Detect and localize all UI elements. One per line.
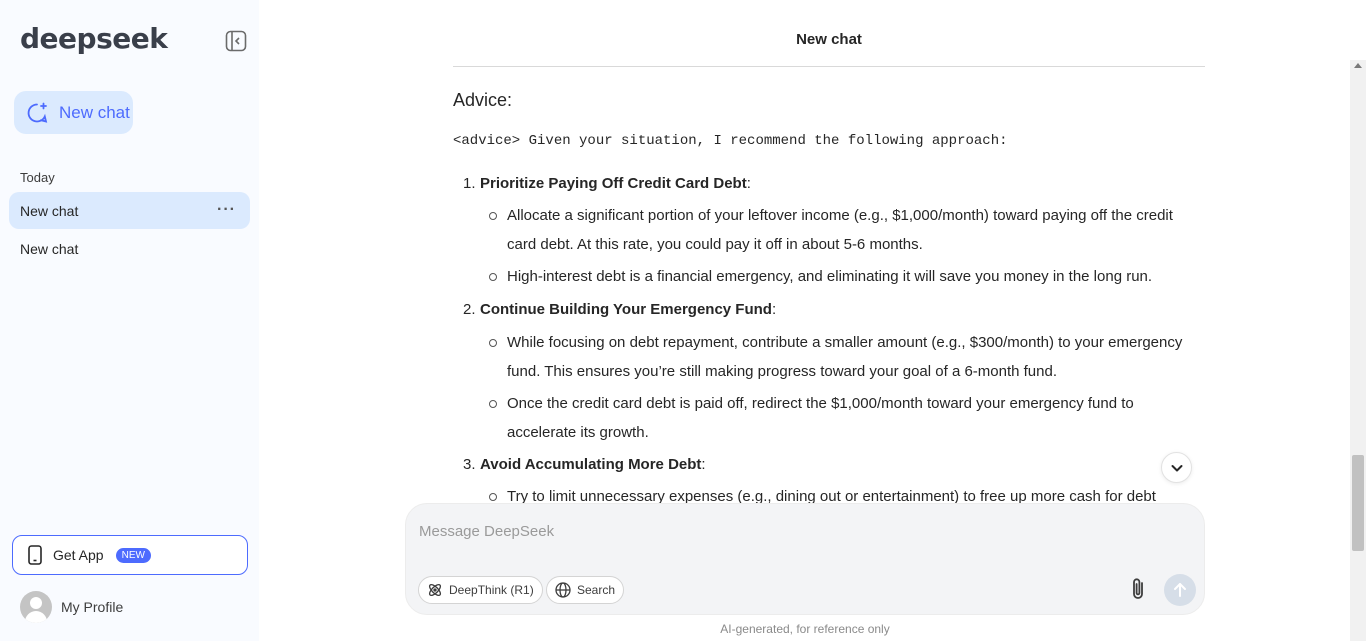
scroll-to-bottom-button[interactable] (1161, 452, 1192, 483)
section-label-today: Today (20, 170, 55, 185)
profile-label: My Profile (61, 599, 124, 615)
sidebar (0, 0, 259, 641)
ai-disclaimer: AI-generated, for reference only (720, 622, 890, 636)
step-title: Prioritize Paying Off Credit Card Debt (480, 175, 747, 192)
paperclip-icon (1129, 577, 1147, 601)
chat-history-item[interactable] (9, 192, 250, 229)
search-toggle[interactable] (546, 576, 624, 604)
list-item-step-1: 1. Prioritize Paying Off Credit Card Debt: (463, 175, 751, 192)
list-item: High-interest debt is a financial emergency, and eliminating it will save you money in the long run. (489, 263, 1204, 292)
scroll-up-arrow-icon[interactable] (1354, 63, 1362, 68)
step-number: 2. (463, 301, 476, 318)
get-app-label: Get App (53, 547, 104, 563)
arrow-up-icon (1173, 582, 1187, 598)
collapse-sidebar-button[interactable] (224, 29, 248, 53)
step-title: Continue Building Your Emergency Fund (480, 301, 772, 318)
deepthink-label: DeepThink (R1) (449, 583, 534, 597)
scrollbar-thumb[interactable] (1352, 455, 1364, 551)
attach-file-button[interactable] (1124, 575, 1152, 603)
phone-icon (27, 545, 43, 565)
list-item: Once the credit card debt is paid off, redirect the $1,000/month toward your emergency fund to accelerate its growth. (489, 390, 1204, 447)
globe-icon (555, 582, 571, 598)
list-item: Allocate a significant portion of your leftover income (e.g., $1,000/month) toward paying off the credit card debt. At this rate, you could pay it off in about 5-6 months. (489, 202, 1204, 259)
my-profile-button[interactable] (20, 591, 123, 623)
get-app-button[interactable] (12, 535, 248, 575)
message-composer (405, 503, 1205, 615)
step-number: 3. (463, 456, 476, 473)
chat-history-label: New chat (20, 202, 79, 219)
chevron-down-icon (1170, 461, 1184, 475)
page-scrollbar[interactable] (1350, 60, 1366, 641)
more-options-button[interactable]: ··· (217, 201, 236, 218)
deepseek-logo[interactable]: deepseek (20, 22, 168, 55)
atom-icon (427, 582, 443, 598)
avatar (20, 591, 52, 623)
list-item: While focusing on debt repayment, contribute a smaller amount (e.g., $300/month) to your emergency fund. This ensures you’re still making progress toward your goal of a 6-month fund. (489, 329, 1204, 386)
list-item: Try to limit unnecessary expenses (e.g., dining out or entertainment) to free up more cash for debt (489, 483, 1204, 503)
sidebar-collapse-icon (224, 29, 248, 53)
deepthink-toggle[interactable] (418, 576, 543, 604)
chat-history-item[interactable] (9, 230, 250, 267)
chat-history-label: New chat (20, 240, 79, 257)
list-item-step-3: 3. Avoid Accumulating More Debt: (463, 456, 706, 473)
new-chat-icon (25, 101, 49, 125)
new-badge: NEW (116, 548, 151, 563)
message-input[interactable] (419, 520, 1119, 542)
advice-heading: Advice: (453, 90, 513, 110)
page-title: New chat (796, 31, 862, 48)
search-label: Search (577, 583, 616, 597)
new-chat-button[interactable] (14, 91, 133, 134)
step-title: Avoid Accumulating More Debt (480, 456, 702, 473)
step-number: 1. (463, 175, 476, 192)
send-button[interactable] (1164, 574, 1196, 606)
advice-intro: <advice> Given your situation, I recommend the following approach: (453, 133, 1008, 149)
list-item-step-2: 2. Continue Building Your Emergency Fund: (463, 301, 777, 318)
message-content (453, 67, 1205, 503)
new-chat-label: New chat (59, 102, 130, 122)
